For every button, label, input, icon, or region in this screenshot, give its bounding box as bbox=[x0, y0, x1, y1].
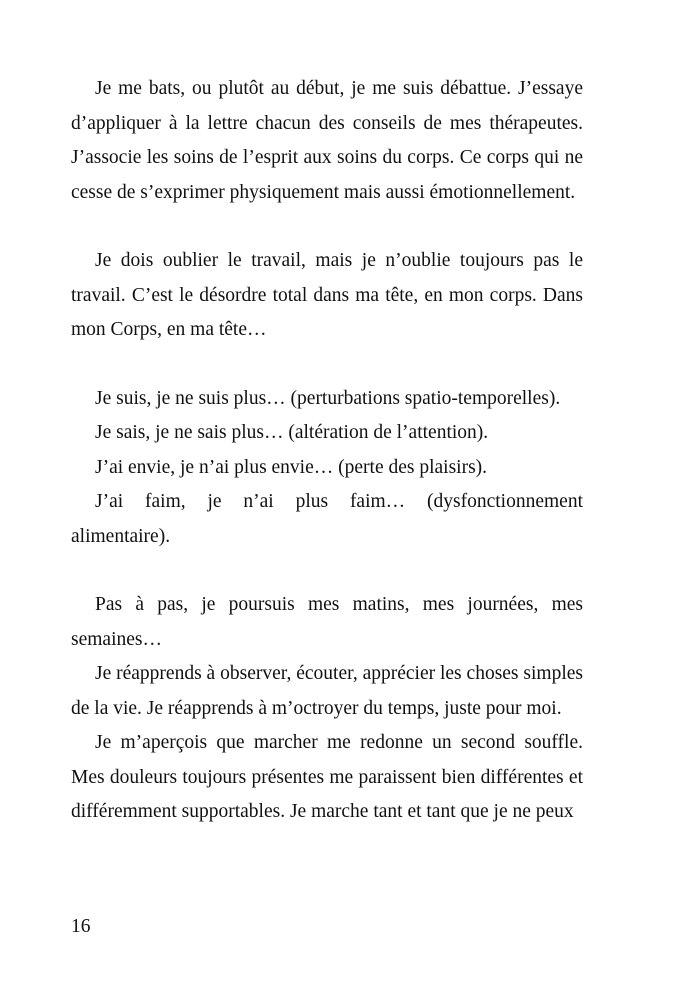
paragraph-block-3 bbox=[71, 382, 583, 555]
block-spacer bbox=[71, 554, 583, 588]
paragraph: Pas à pas, je poursuis mes matins, mes journées, mes semaines… bbox=[71, 594, 583, 650]
paragraph: Je me bats, ou plutôt au début, je me suis débattue. J’essaye d’appliquer à la lettre chacun des conseils de mes thérapeutes. J’associe les soins de l’esprit aux soins du corps. Ce corps qui ne cesse de s’exprimer physiquement mais aussi émotionnellement. bbox=[71, 78, 583, 203]
paragraph: Je m’aperçois que marcher me redonne un second souffle. Mes douleurs toujours présentes me paraissent bien différentes et différemment supportables. Je marche tant et tant que je ne peux bbox=[71, 732, 583, 822]
block-spacer bbox=[71, 210, 583, 244]
paragraph: J’ai faim, je n’ai plus faim… (dysfonctionnement alimentaire). bbox=[71, 491, 583, 547]
page-body bbox=[71, 72, 583, 830]
paragraph-block-1 bbox=[71, 72, 583, 210]
paragraph: Je sais, je ne sais plus… (altération de l’attention). bbox=[95, 422, 489, 443]
paragraph: Je réapprends à observer, écouter, apprécier les choses simples de la vie. Je réapprends à m’octroyer du temps, juste pour moi. bbox=[71, 663, 583, 719]
paragraph: Je suis, je ne suis plus… (perturbations spatio-temporelles). bbox=[95, 387, 561, 409]
paragraph-block-2 bbox=[71, 244, 583, 348]
paragraph: J’ai envie, je n’ai plus envie… (perte des plaisirs). bbox=[95, 456, 488, 478]
block-spacer bbox=[71, 348, 583, 382]
page-number: 16 bbox=[71, 916, 91, 937]
paragraph-block-4 bbox=[71, 588, 583, 830]
paragraph: Je dois oublier le travail, mais je n’oublie toujours pas le travail. C’est le désordre total dans ma tête, en mon corps. Dans mon Corps, en ma tête… bbox=[71, 250, 583, 340]
